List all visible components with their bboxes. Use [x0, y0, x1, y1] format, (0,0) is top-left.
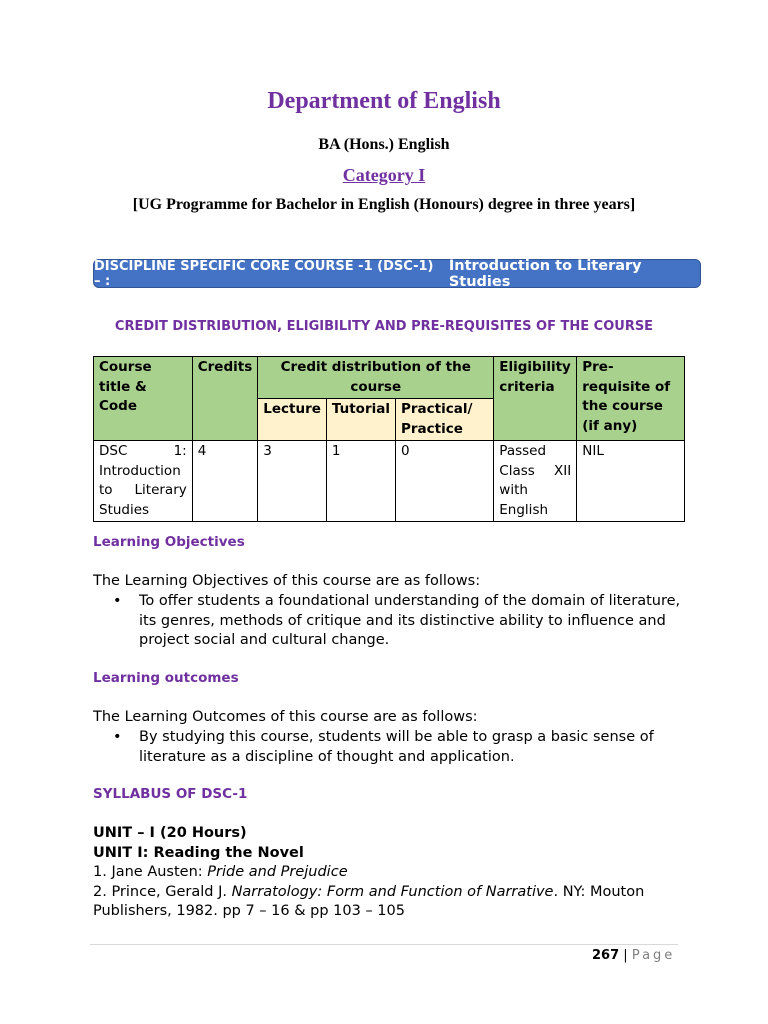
list-item — [113, 592, 683, 651]
outcomes-intro: The Learning Outcomes of this course are as follows: — [93, 709, 478, 725]
course-banner — [93, 259, 701, 288]
header-credits: Credits — [192, 357, 258, 441]
header-practical: Practical/ Practice — [395, 399, 493, 441]
programme-subtitle: [UG Programme for Bachelor in English (Honours) degree in three years] — [132, 196, 636, 213]
cell-credits: 4 — [192, 441, 258, 522]
cell-eligibility: Passed Class XII with English — [494, 441, 577, 522]
footer-separator: | — [623, 948, 628, 963]
reading-item-2-title: Narratology: Form and Function of Narrative — [231, 884, 554, 900]
table-header-row — [94, 357, 685, 399]
header-eligibility: Eligibility criteria — [494, 357, 577, 441]
bullet-icon: • — [113, 729, 122, 745]
cell-tutorial: 1 — [326, 441, 395, 522]
page-number: 267 — [592, 948, 620, 963]
header-lecture: Lecture — [258, 399, 327, 441]
objectives-intro: The Learning Objectives of this course are as follows: — [93, 573, 481, 589]
page-label: Page — [631, 948, 676, 963]
banner-course-code: DISCIPLINE SPECIFIC CORE COURSE -1 (DSC-1) – : — [94, 258, 434, 289]
category-label: Category I — [342, 165, 426, 185]
header-tutorial: Tutorial — [326, 399, 395, 441]
outcome-text: By studying this course, students will be able to grasp a basic sense of literature as a discipline of thought and application. — [139, 729, 654, 765]
unit-hours: UNIT – I (20 Hours) — [93, 825, 247, 841]
list-item — [113, 728, 683, 767]
cell-course: DSC 1: Introduction to Literary Studies — [94, 441, 193, 522]
reading-item-1-prefix: 1. Jane Austen: — [93, 864, 208, 880]
header-prerequisite: Pre-requisite of the course (if any) — [577, 357, 685, 441]
table-row — [94, 441, 685, 522]
unit-title: UNIT I: Reading the Novel — [93, 845, 304, 861]
reading-item-2-suffix: . NY: Mouton — [553, 884, 645, 900]
reading-item-2-prefix: 2. Prince, Gerald J. — [93, 884, 232, 900]
header-credit-distribution: Credit distribution of the course — [258, 357, 494, 399]
cell-practical: 0 — [395, 441, 493, 522]
credit-distribution-table — [93, 356, 685, 522]
learning-outcomes-heading: Learning outcomes — [93, 670, 239, 686]
syllabus-heading: SYLLABUS OF DSC-1 — [93, 786, 248, 802]
reading-item-1 — [93, 863, 348, 883]
header-course-title: Course title & Code — [94, 357, 193, 441]
page-footer — [592, 948, 675, 963]
learning-objectives-heading: Learning Objectives — [93, 534, 245, 550]
reading-item-2 — [93, 883, 644, 903]
cell-lecture: 3 — [258, 441, 327, 522]
reading-item-1-title: Pride and Prejudice — [207, 864, 348, 880]
objective-text: To offer students a foundational understanding of the domain of literature, its genres, methods of critique and its distinctive ability to influence and project social and cultural change. — [139, 593, 681, 648]
reading-item-2-continued: Publishers, 1982. pp 7 – 16 & pp 103 – 105 — [93, 903, 405, 919]
footer-divider — [90, 944, 678, 945]
department-title: Department of English — [267, 88, 501, 114]
credit-distribution-heading: CREDIT DISTRIBUTION, ELIGIBILITY AND PRE-REQUISITES OF THE COURSE — [114, 319, 654, 334]
cell-prerequisite: NIL — [577, 441, 685, 522]
banner-course-title: Introduction to Literary Studies — [448, 257, 642, 290]
bullet-icon: • — [113, 593, 122, 609]
programme-title: BA (Hons.) English — [318, 136, 450, 153]
